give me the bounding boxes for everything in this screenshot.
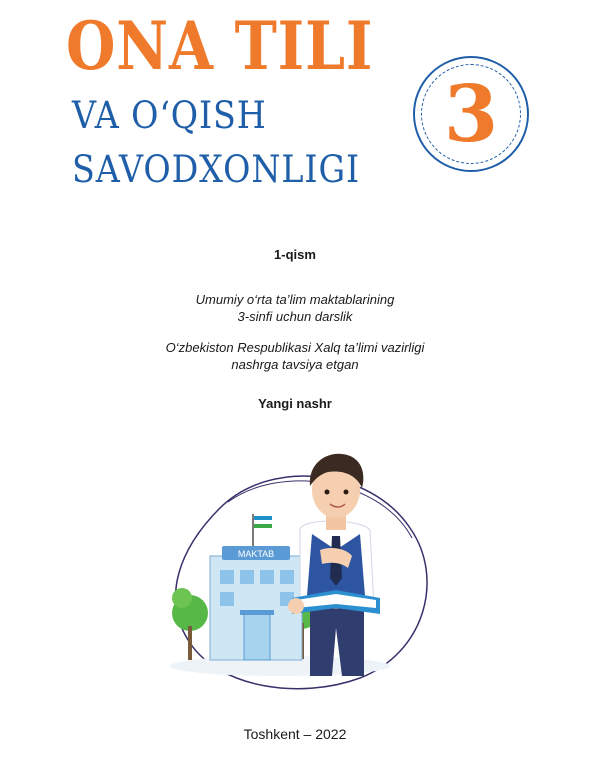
title-line-3: SAVODXONLIGI xyxy=(72,148,361,191)
grade-number: 3 xyxy=(443,69,499,160)
title-main: ONA TILI xyxy=(66,7,374,85)
grade-badge xyxy=(413,56,529,172)
description-line-2: 3-sinfi uchun darslik xyxy=(237,309,353,324)
publication-place-year: Toshkent – 2022 xyxy=(243,726,347,742)
ministry-note xyxy=(0,339,590,373)
ministry-line-2: nashrga tavsiya etgan xyxy=(231,357,359,372)
school-sign: MAKTAB xyxy=(237,549,275,559)
cover-illustration xyxy=(160,438,440,698)
ministry-line-1: O‘zbekiston Respublikasi Xalq ta’limi vazirligi xyxy=(165,340,425,355)
edition-label: Yangi nashr xyxy=(258,396,332,411)
part-label: 1-qism xyxy=(274,247,316,262)
title-line-2: VA O‘QISH xyxy=(72,94,267,137)
description xyxy=(0,291,590,325)
description-line-1: Umumiy o‘rta ta’lim maktablarining xyxy=(195,292,395,307)
